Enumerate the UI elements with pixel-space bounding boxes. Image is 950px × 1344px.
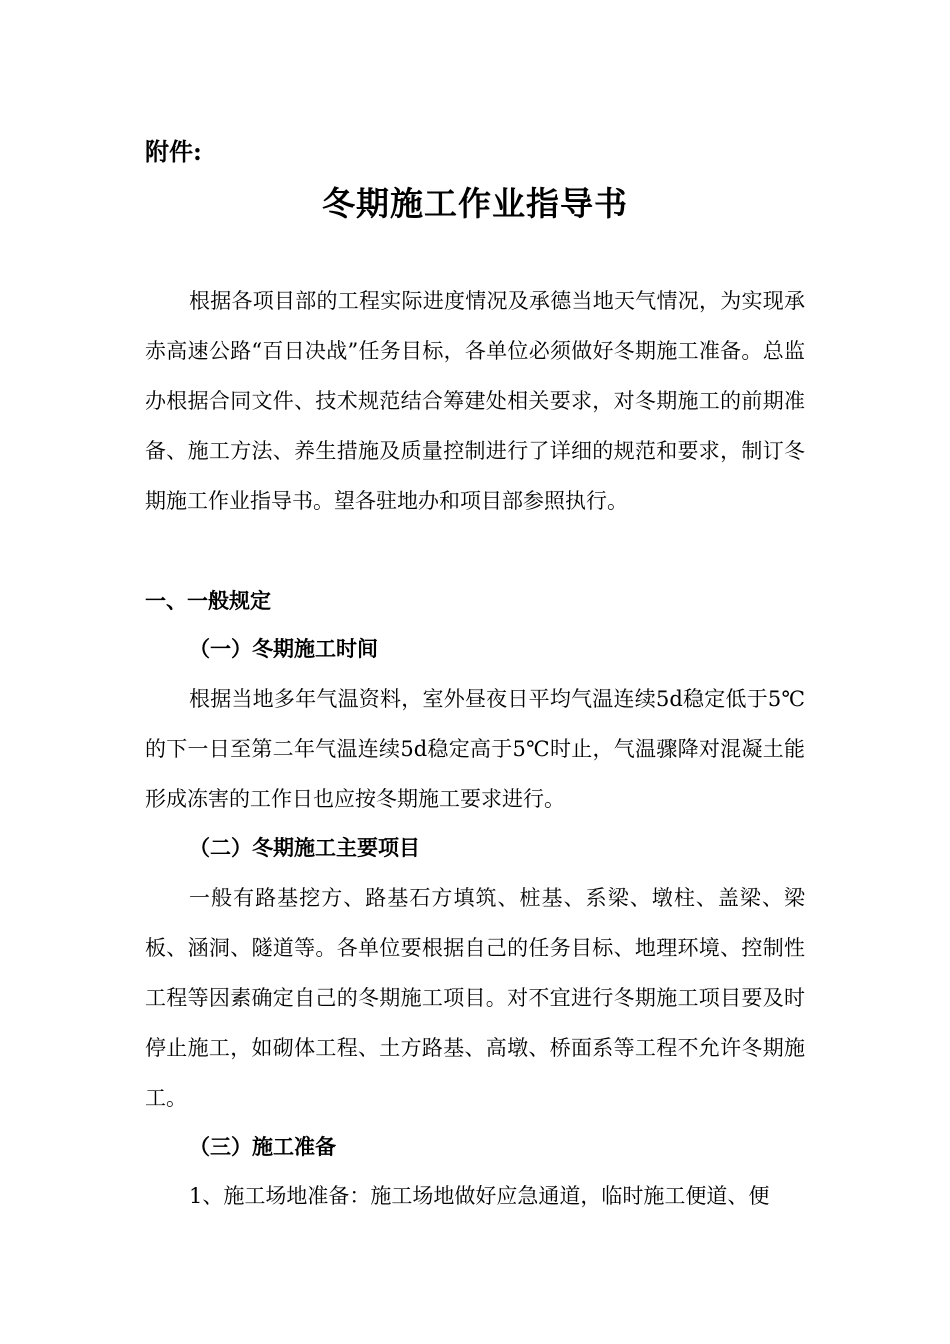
paragraph-main-items: 一般有路基挖方、路基石方填筑、桩基、系梁、墩柱、盖梁、梁板、涵洞、隧道等。各单位要根据自己的任务目标、地理环境、控制性工程等因素确定自己的冬期施工项目。对不宜进行冬期施工项目要及时停止施工，如砌体工程、土方路基、高墩、桥面系等工程不允许冬期施工。 (145, 886, 805, 1110)
subheading-preparation: （三）施工准备 (189, 1134, 336, 1159)
subheading-main-items: （二）冬期施工主要项目 (189, 835, 420, 860)
section-heading-general: 一、一般规定 (145, 588, 271, 613)
attachment-label: 附件: (145, 137, 202, 166)
intro-paragraph: 根据各项目部的工程实际进度情况及承德当地天气情况，为实现承赤高速公路“百日决战”任务目标，各单位必须做好冬期施工准备。总监办根据合同文件、技术规范结合筹建处相关要求，对冬期施工的前期准备、施工方法、养生措施及质量控制进行了详细的规范和要求，制订冬期施工作业指导书。望各驻地办和项目部参照执行。 (145, 289, 805, 513)
document-title: 冬期施工作业指导书 (322, 184, 628, 223)
paragraph-preparation: 1、施工场地准备：施工场地做好应急通道，临时施工便道、便 (189, 1184, 770, 1208)
subheading-winter-period: （一）冬期施工时间 (189, 636, 378, 661)
paragraph-winter-period: 根据当地多年气温资料，室外昼夜日平均气温连续5d稳定低于5℃的下一日至第二年气温连续5d稳定高于5℃时止，气温骤降对混凝土能形成冻害的工作日也应按冬期施工要求进行。 (145, 687, 805, 811)
